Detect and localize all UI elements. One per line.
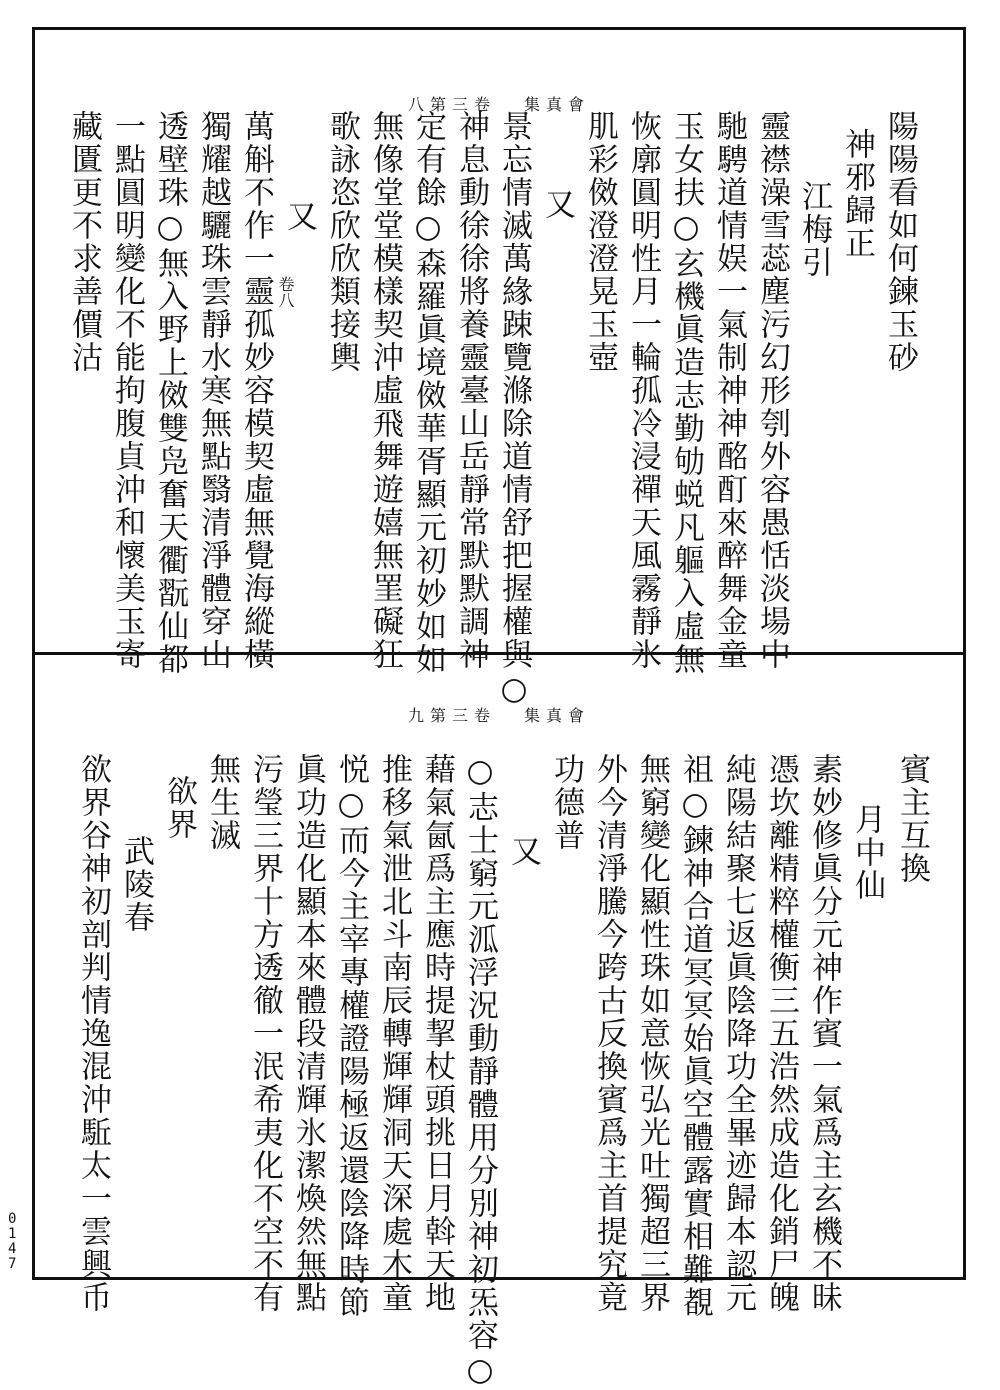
top-column-11: 神息動徐徐將養靈臺山岳靜常默默調神 bbox=[453, 110, 489, 671]
top-column-10: 景忘情滅萬緣踈覽滌除道情舒把握權與○ bbox=[496, 110, 532, 709]
bottom-panel bbox=[35, 655, 963, 1390]
bottom-column-7: 無窮變化顯性珠如意恢弘光吐獨超三界 bbox=[634, 753, 670, 1314]
top-column-18: 透壁珠○無入野上傚雙凫奮天衢翫仙都 bbox=[152, 110, 188, 676]
bottom-column-2: 月中仙 bbox=[849, 803, 885, 902]
bottom-column-19: 武陵春 bbox=[118, 835, 154, 934]
bottom-column-12: 藉氣氤爲主應時提挈杖頭挑日月斡天地 bbox=[419, 753, 455, 1314]
bottom-column-5: 純陽結聚七返眞陰降功全畢迹歸本認元 bbox=[720, 753, 756, 1314]
bottom-column-13: 推移氣泄北斗南辰轉輝輝洞天深處木童 bbox=[376, 753, 412, 1314]
top-column-15: 又 bbox=[281, 200, 317, 233]
top-column-5: 馳騁道情娱一氣制神神酩酊來醉舞金童 bbox=[711, 110, 747, 671]
bottom-column-3: 素妙修眞分元神作賓一氣爲主玄機不昧 bbox=[806, 753, 842, 1314]
top-column-6: 玉女扶○玄機眞造志勤劬蜕凡軀入虛無 bbox=[668, 110, 704, 676]
bottom-column-4: 憑坎離精粹權衡三五浩然成造化銷尸魄 bbox=[763, 753, 799, 1314]
top-column-14: 歌詠恣欣欣類接輿 bbox=[324, 110, 360, 374]
top-column-8: 肌彩傚澄澄晃玉壺 bbox=[582, 110, 618, 374]
bottom-running-header bbox=[35, 703, 963, 726]
top-column-7: 恢廓圓明性月一輪孤冷浸禪天風霧靜氷 bbox=[625, 110, 661, 671]
top-column-3: 江梅引 bbox=[796, 180, 832, 279]
bottom-column-18: 欲界 bbox=[161, 775, 197, 841]
top-column-2: 神邪歸正 bbox=[839, 128, 875, 260]
bottom-column-15: 眞功造化顯本來體段清輝氷潔煥然無點 bbox=[290, 753, 326, 1314]
bottom-column-16: 污瑩三界十方透徹一泯希夷化不空不有 bbox=[247, 753, 283, 1314]
bottom-column-20: 欲界谷神初剖判情逸混沖駈太一雲興币 bbox=[75, 753, 111, 1314]
top-column-4: 靈襟澡雪蕊塵污幻形刳外容愚恬淡場中 bbox=[754, 110, 790, 671]
bottom-header-title: 會真集 bbox=[524, 706, 591, 725]
top-column-12: 定有餘○森羅眞境傚華胥顯元初妙如如 bbox=[410, 110, 446, 676]
top-column-19: 一點圓明變化不能拘腹貞沖和懷美玉寄 bbox=[109, 110, 145, 671]
page-number: 0147 bbox=[8, 1211, 17, 1272]
top-column-9: 又 bbox=[539, 188, 575, 221]
top-column-17: 獨耀越驪珠雲靜水寒無點翳清淨體穿山 bbox=[195, 110, 231, 671]
top-column-1: 陽陽看如何鍊玉砂 bbox=[882, 110, 918, 374]
top-header-title: 會真集 bbox=[524, 95, 591, 114]
top-column-16: 萬斛不作一靈孤妙容模契虛無覺海縱橫 bbox=[238, 110, 274, 671]
bottom-column-9: 功德普 bbox=[548, 753, 584, 852]
top-panel bbox=[35, 30, 963, 709]
top-column-13: 無像堂堂模樣契沖虛飛舞遊嬉無罣礙狂 bbox=[367, 110, 403, 671]
top-header-volume: 卷三第八 bbox=[407, 95, 496, 114]
bottom-column-6: 祖○鍊神合道冥冥始眞空體露實相難覩 bbox=[677, 753, 713, 1319]
bottom-column-10: 又 bbox=[505, 835, 541, 868]
top-margin-mark: 卷八 bbox=[276, 276, 295, 308]
bottom-column-1: 賓主互換 bbox=[894, 753, 930, 885]
bottom-column-14: 悦○而今主宰專權證陽極返還陰降時節 bbox=[333, 753, 369, 1319]
top-column-20: 藏匱更不求善價沽 bbox=[66, 110, 102, 374]
bottom-header-volume: 卷三第九 bbox=[407, 706, 496, 725]
bottom-column-8: 外今清淨騰今跨古反換賓爲主首提究竟 bbox=[591, 753, 627, 1314]
bottom-column-17: 無生滅 bbox=[204, 753, 240, 852]
bottom-column-11: ○志士窮元泒浮況動靜體用分別神初炁容○ bbox=[462, 753, 498, 1390]
